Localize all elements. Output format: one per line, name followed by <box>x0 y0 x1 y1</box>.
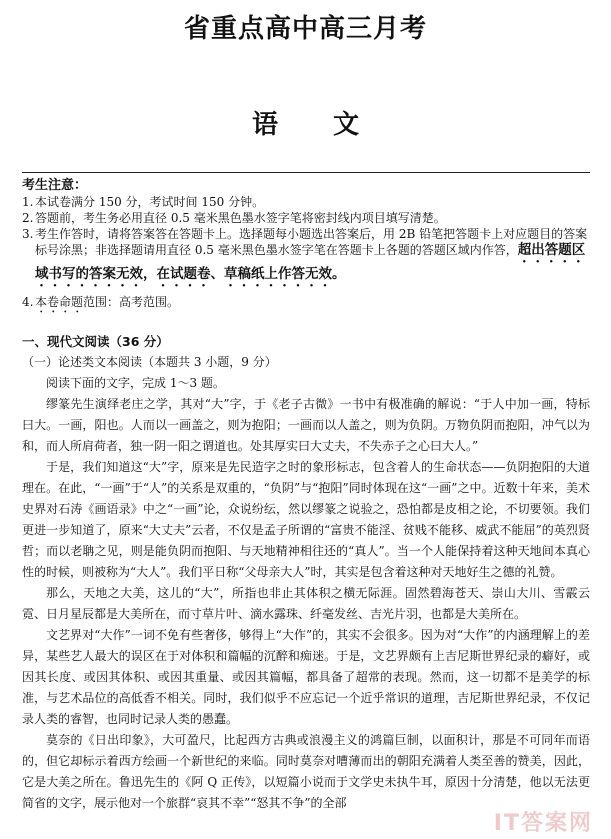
passage-paragraph-2: 于是，我们知道这“大”字，原来是先民造字之时的象形标志，包含着人的生命状态——负阴抱阳的大道理在。在此，“一画”于“人”的关系是双重的，“负阴”与“抱阳”同时体现在这“一画”之中。近数十年来，美术史界对石涛《画语录》中之“一画”论，众说纷纭，然以缪篆之说验之，恐怕都是皮相之论，不切要领。我们更进一步知道了，原来“大丈夫”云者，不仅是孟子所谓的“富贵不能淫、贫贱不能移、威武不能屈”的英烈贤哲；而以老聃之见，则是能负阴而抱阳、与天地精神相往还的“真人”。当一个人能保持着这种天地间本真心性的时候，则被称为“大人”。我们平日称“父母亲大人”时，其实是包含着这种对天地好生之德的礼赞。 <box>22 460 590 579</box>
reading-instruction: 阅读下面的文字，完成 1～3 题。 <box>46 376 225 390</box>
notice-item-text: 考生作答时，请将答案答在答题卡上。选择题每小题选出答案后，用 2B 铅笔把答题卡上对应题目的答案标号涂黑；非选择题请用直径 0.5 毫米黑色墨水签字笔在答题卡上各题的答题区域内作答， <box>35 227 588 257</box>
notice-item-2 <box>22 210 596 226</box>
site-watermark: IT答案网 <box>493 811 593 836</box>
passage-paragraph-5: 莫奈的《日出印象》，大可盈尺，比起西方古典或浪漫主义的鸿篇巨制，以面积计，那是不可同年而语的，但它却标示着西方绘画一个新世纪的来临。同时莫奈对嘈薄而出的朝阳充满着人类至善的赞美，因此，它是大美之所在。鲁迅先生的《阿 Q 正传》，以短篇小说而于文学史未执牛耳，原因十分清楚，他以无法更简省的文字，展示他对一个旅群“哀其不幸”“怒其不争”的全部 <box>22 733 590 810</box>
notice-heading: 考生注意： <box>22 178 88 193</box>
notice-item-text: 本试卷满分 150 分，考试时间 150 分钟。 <box>35 195 265 209</box>
header-divider <box>22 172 590 173</box>
notice-item-4 <box>22 294 596 316</box>
notice-item-text: 范围：高考范围。 <box>83 295 180 309</box>
passage-paragraph-3: 那么，天地之大美，这儿的“大”，所指也非止其体积之横无际涯。固然碧海苍天、崇山大川、雪霰云霓、日月星辰都是大美所在，而寸草片叶、滴水露珠、纤毫发丝、吉光片羽，也都是大美所在。 <box>22 586 590 621</box>
notice-dotted-text: 本卷命题 <box>35 295 84 309</box>
passage-paragraph-4: 文艺界对“大作”一词不免有些奢侈，够得上“大作”的，其实不会很多。因为对“大作”的内涵理解上的差异，某些艺人最大的误区在于对体积和篇幅的沉醉和痴迷。于是，文艺界颇有上吉尼斯世界纪录的癖好，或因其长度、或因其体积、或因其重量、或因其篇幅，都具备了超常的表现。然而，这一切都不是美学的标准，与艺术品位的高低香不相关。同时，我们似乎不应忘记一个近乎常识的道理，吉尼斯世界纪录，不仅记录人类的睿智，也同时记录人类的愚蠢。 <box>22 628 590 726</box>
subsection-heading: （一）论述类文本阅读（本题共 3 小题，9 分） <box>22 355 277 369</box>
notice-item-number: 2. <box>22 211 34 225</box>
notice-item-3 <box>22 226 596 290</box>
notice-item-number: 1. <box>22 195 34 209</box>
notice-item-number: 4. <box>22 295 34 309</box>
reading-section <box>22 331 590 814</box>
subject-title: 语文 <box>251 110 414 140</box>
exam-title: 省重点高中高三月考 <box>183 14 427 44</box>
notice-item-number: 3. <box>22 227 34 241</box>
notice-item-text: 答题前，考生务必用直径 0.5 毫米黑色墨水签字笔将密封线内项目填写清楚。 <box>35 211 446 225</box>
passage-paragraph-1: 缪篆先生演绎老庄之学，其对“大”字，于《老子古微》一书中有极准确的解说：“于人中加一画，特标曰大。一画，阳也。人而以一画盖之，则为抱阳；一画而以人盖之，则为负阴。万物负阴而抱阳，冲气以为和，而人所肩荷者，独一阴一阳之谓道也。处其厚实曰大丈夫，不失赤子之心曰大人。” <box>22 397 590 453</box>
notice-item-1 <box>22 194 596 210</box>
section-heading: 一、现代文阅读（36 分） <box>22 334 169 349</box>
candidate-notice <box>22 178 596 316</box>
notice-emphasis: 超出答题区域书写的答案无效，在试题卷、草稿纸上作答无效。 <box>35 242 586 282</box>
